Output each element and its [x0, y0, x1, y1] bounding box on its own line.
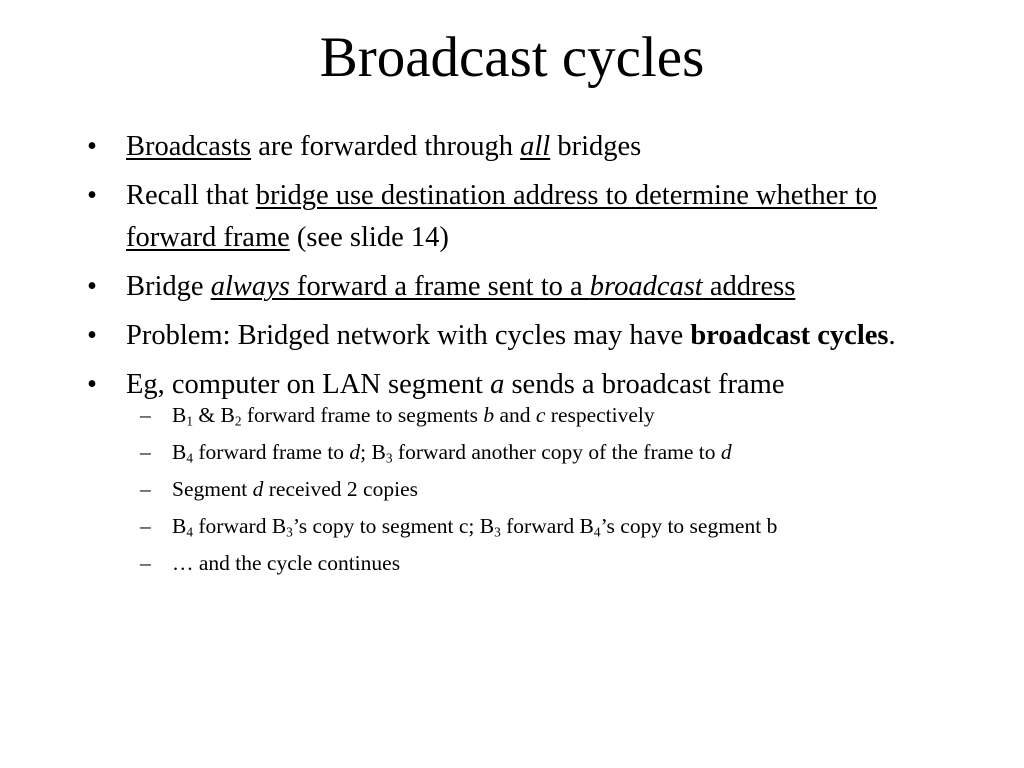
bullet-marker: •	[87, 320, 97, 351]
text-run: forward B	[500, 514, 594, 538]
text-run: B	[172, 514, 187, 538]
text-run: forward B	[193, 514, 287, 538]
sub-bullet-marker: –	[140, 440, 151, 464]
bullet-text	[126, 131, 641, 162]
bullet-list	[82, 126, 962, 585]
sub-bullet-list	[126, 400, 962, 578]
bullet-text	[126, 180, 877, 253]
bullet-marker: •	[87, 271, 97, 302]
text-run: a	[490, 369, 505, 400]
sub-bullet-marker: –	[140, 477, 151, 501]
bullet-marker: •	[87, 180, 97, 211]
sub-bullet-item	[82, 474, 962, 504]
text-run: ’s copy to segment b	[600, 514, 778, 538]
text-run: sends a broadcast frame	[504, 369, 785, 400]
sub-bullet-marker: –	[140, 403, 151, 427]
text-run: 3	[286, 524, 293, 540]
text-run: b	[483, 403, 495, 427]
text-run: .	[888, 320, 896, 351]
text-run: 1	[186, 413, 194, 429]
text-run: Bridge	[126, 271, 211, 302]
text-run: forward frame to	[193, 440, 350, 464]
text-run: 4	[186, 450, 194, 466]
text-run: ; B	[360, 440, 386, 464]
sub-bullet-item	[82, 548, 962, 578]
bullet-marker: •	[87, 369, 97, 400]
sub-bullet-item	[82, 400, 962, 430]
text-run: (see slide 14)	[289, 222, 449, 253]
text-run: forward another copy of the frame to	[392, 440, 721, 464]
text-run: 4	[186, 524, 194, 540]
text-run: d	[720, 440, 732, 464]
text-run: bridge use destination address to determine whether to forward frame	[126, 180, 878, 253]
text-run: … and the cycle continues	[172, 551, 401, 575]
text-run: d	[349, 440, 361, 464]
bullet-text	[126, 271, 795, 302]
bullet-marker: •	[87, 131, 97, 162]
sub-bullet-text	[172, 477, 418, 501]
text-run: bridges	[550, 131, 642, 162]
bullet-text	[126, 369, 784, 400]
slide-title: Broadcast cycles	[319, 26, 705, 89]
text-run: & B	[193, 403, 235, 427]
bullet-item	[82, 266, 962, 308]
text-run: Broadcasts	[126, 131, 252, 162]
text-run: all	[520, 131, 551, 162]
text-run: are forwarded through	[251, 131, 521, 162]
text-run: 3	[494, 524, 501, 540]
bullet-text	[126, 320, 896, 351]
text-run: Recall that	[126, 180, 256, 211]
text-run: 2	[234, 413, 242, 429]
text-run: ’s copy to segment c; B	[292, 514, 495, 538]
text-run: Segment	[172, 477, 253, 501]
text-run: B	[172, 440, 187, 464]
sub-bullet-text	[172, 551, 400, 575]
sub-bullet-item	[82, 437, 962, 467]
text-run: respectively	[545, 403, 655, 427]
bullet-item	[82, 315, 962, 357]
text-run: always	[210, 271, 290, 302]
bullet-item	[82, 126, 962, 168]
sub-bullet-text	[172, 403, 655, 427]
sub-bullet-marker: –	[140, 514, 151, 538]
text-run: received 2 copies	[263, 477, 418, 501]
sub-bullet-marker: –	[140, 551, 151, 575]
sub-bullet-text	[172, 514, 777, 538]
text-run: and	[494, 403, 536, 427]
text-run: forward frame to segments	[241, 403, 484, 427]
bullet-item	[82, 364, 962, 578]
text-run: Problem: Bridged network with cycles may have	[126, 320, 691, 351]
text-run: 3	[385, 450, 393, 466]
sub-bullet-item	[82, 511, 962, 541]
text-run: B	[172, 403, 187, 427]
text-run: forward a frame sent to a	[289, 271, 590, 302]
text-run: address	[702, 271, 796, 302]
text-run: broadcast	[589, 271, 703, 302]
text-run: d	[252, 477, 264, 501]
text-run: 4	[593, 524, 601, 540]
text-run: c	[535, 403, 546, 427]
bullet-item	[82, 175, 962, 259]
sub-bullet-text	[172, 440, 732, 464]
text-run: broadcast cycles	[690, 320, 889, 351]
text-run: Eg, computer on LAN segment	[126, 369, 491, 400]
